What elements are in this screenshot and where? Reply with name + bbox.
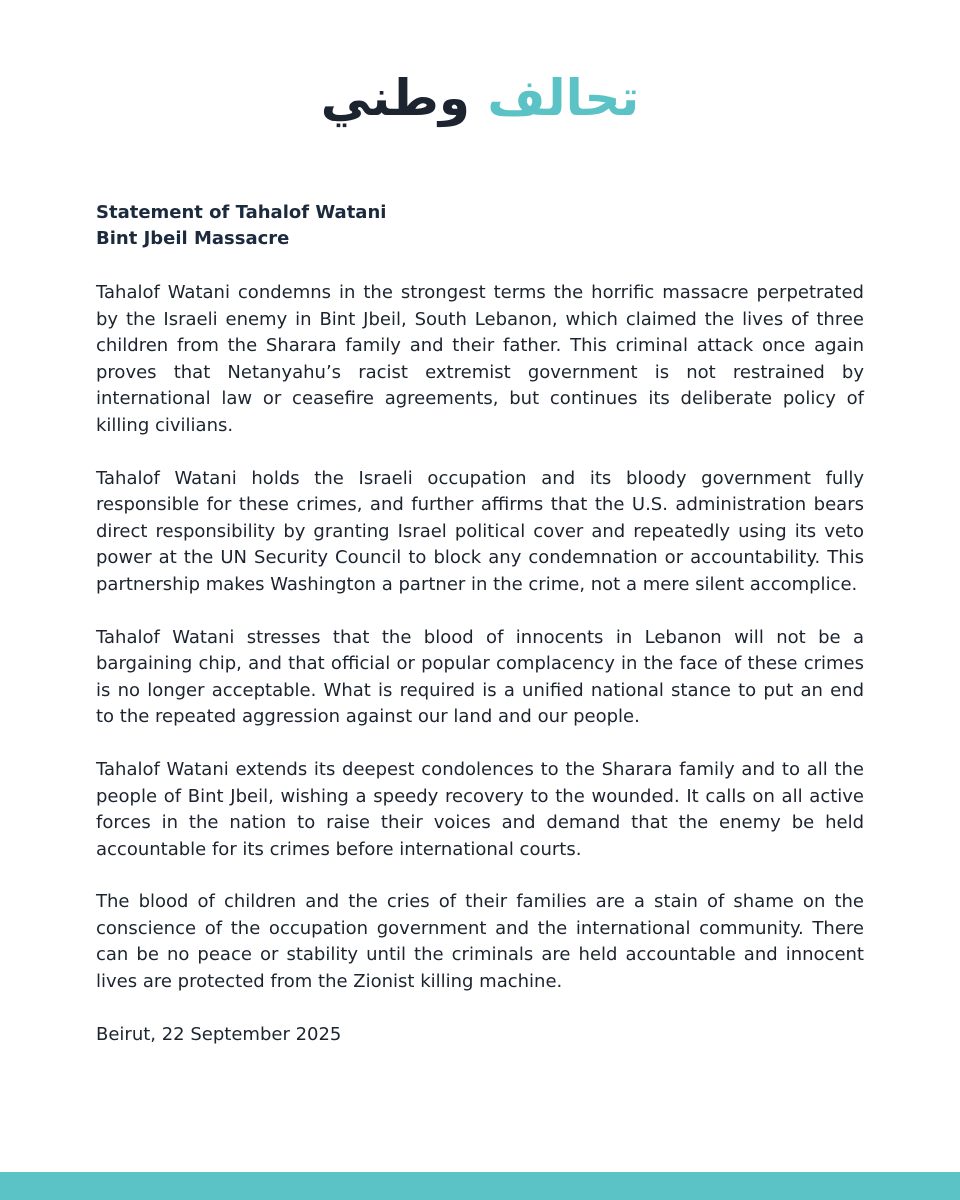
paragraph-1: Tahalof Watani condemns in the strongest terms the horrific massacre perpetrated by the Israeli enemy in Bint Jbeil, South Lebanon, which claimed the lives of three children from the Sharara family and their father. This criminal attack once again proves that Netanyahu’s racist extremist government is not restrained by international law or ceasefire agreements, but continues its deliberate policy of killing civilians. [96,282,864,436]
paragraph-3: Tahalof Watani stresses that the blood of innocents in Lebanon will not be a bargaining chip, and that official or popular complacency in the face of these crimes is no longer acceptable. What is required is a unified national stance to put an end to the repeated aggression against our land and our people. [96,626,864,728]
organization-logo [0,62,960,134]
footer-accent-bar [0,1172,960,1200]
paragraph-2: Tahalof Watani holds the Israeli occupation and its bloody government fully responsible for these crimes, and further affirms that the U.S. administration bears direct responsibility by granting Israel political cover and repeatedly using its veto power at the UN Security Council to block any condemnation or accountability. This partnership makes Washington a partner in the crime, not a mere silent accomplice. [96,467,864,595]
statement-subtitle: Bint Jbeil Massacre [96,228,290,249]
logo-word-watani: وطني [320,69,470,127]
statement-body [96,200,864,1048]
paragraph-5: The blood of children and the cries of their families are a stain of shame on the conscience of the occupation government and the international community. There can be no peace or stability until the criminals are held accountable and innocent lives are protected from the Zionist killing machine. [96,891,864,993]
statement-title: Statement of Tahalof Watani [96,202,387,223]
logo-word-tahalof: تحالف [487,69,640,127]
statement-heading [96,200,864,252]
paragraph-4: Tahalof Watani extends its deepest condolences to the Sharara family and to all the people of Bint Jbeil, wishing a speedy recovery to the wounded. It calls on all active forces in the nation to raise their voices and demand that the enemy be held accountable for its crimes before international courts. [96,758,864,860]
signoff-place-date: Beirut, 22 September 2025 [96,1023,342,1045]
